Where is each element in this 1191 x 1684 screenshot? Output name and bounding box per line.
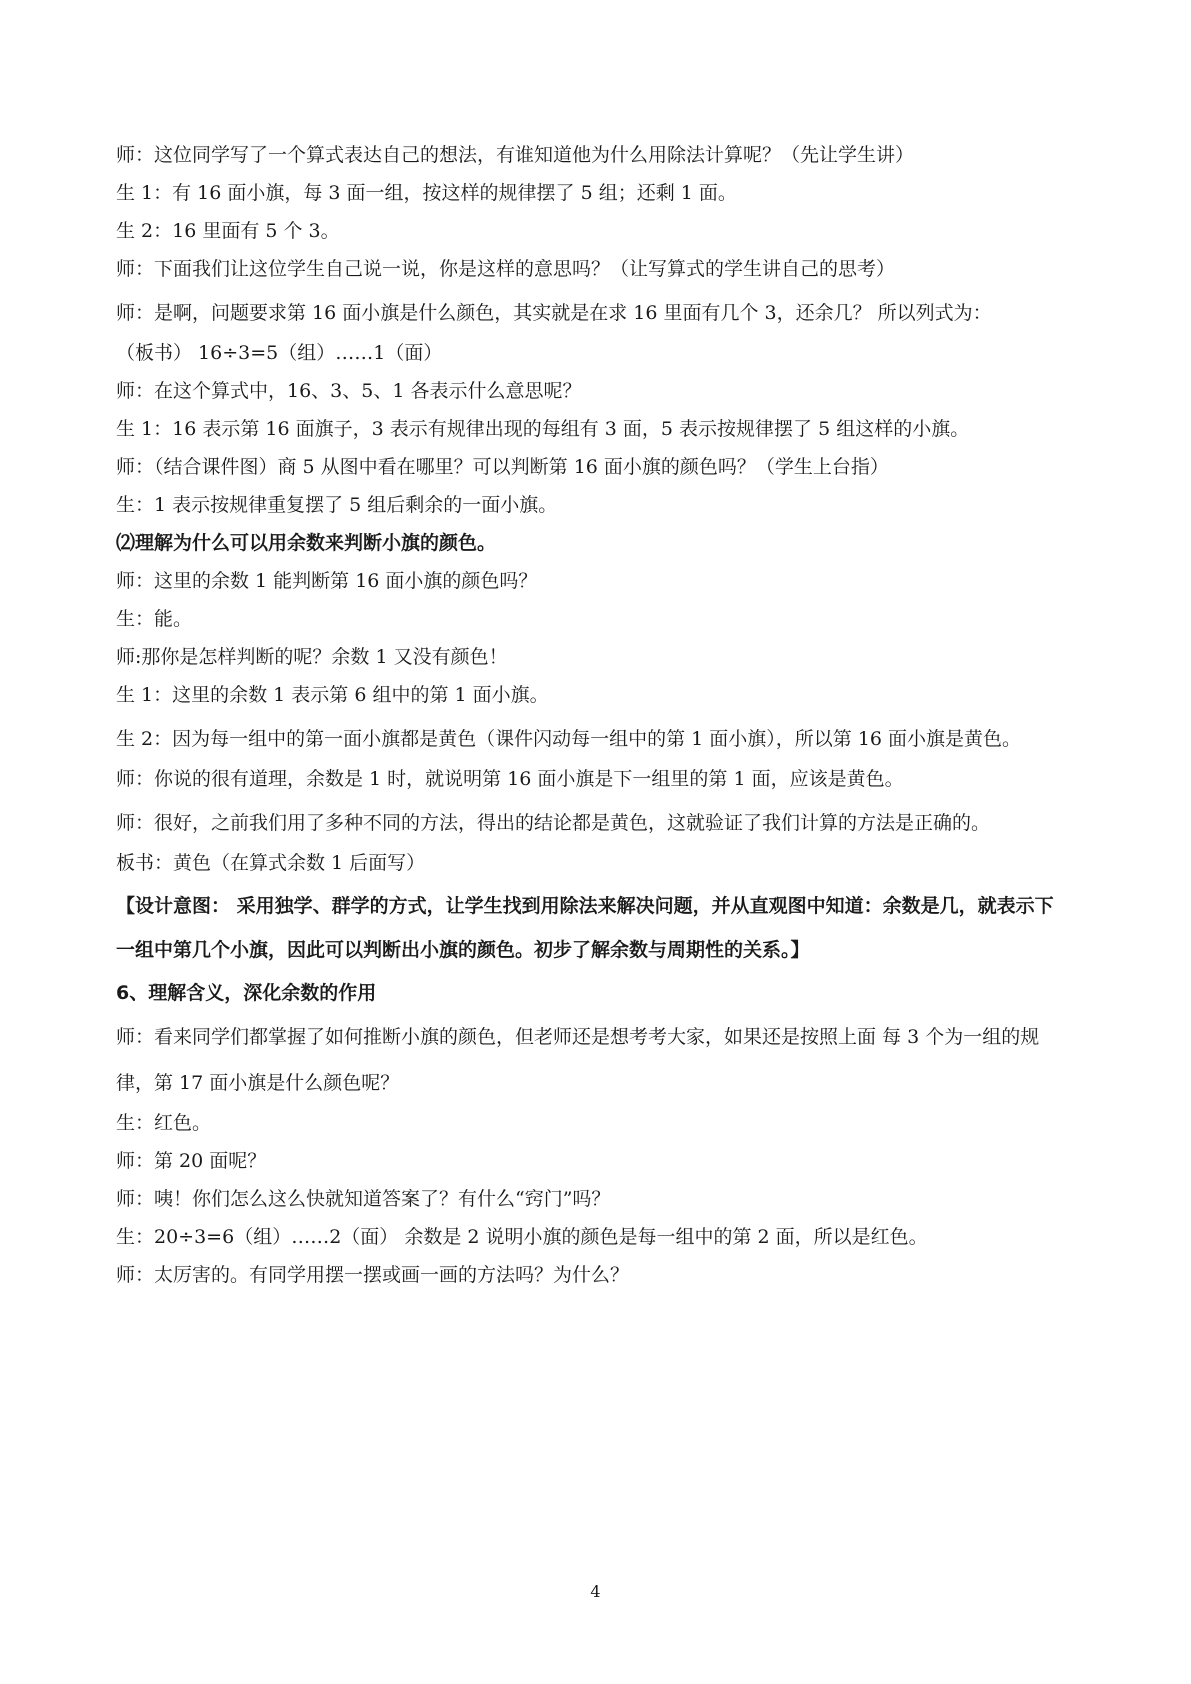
blackboard-note: 板书：黄色（在算式余数 1 后面写） [116, 852, 426, 874]
paragraph: 生：1 表示按规律重复摆了 5 组后剩余的一面小旗。 [116, 494, 558, 516]
section-heading: 6、理解含义，深化余数的作用 [116, 982, 377, 1004]
paragraph: 师：咦！你们怎么这么快就知道答案了？有什么“窍门”吗？ [116, 1188, 611, 1210]
paragraph: 生 1：这里的余数 1 表示第 6 组中的第 1 面小旗。 [116, 684, 549, 706]
paragraph: 生：能。 [116, 608, 193, 630]
design-intent: 【设计意图： 采用独学、群学的方式，让学生找到用除法来解决问题，并从直观图中知道：余数是几，就表示下一组中第几个小旗，因此可以判断出小旗的颜色。初步了解余数与周期性的关系。】 [116, 895, 1054, 961]
paragraph: 生 1：16 表示第 16 面旗子，3 表示有规律出现的每组有 3 面，5 表示按规律摆了 5 组这样的小旗。 [116, 418, 970, 440]
paragraph: 师：（结合课件图）商 5 从图中看在哪里？可以判断第 16 面小旗的颜色吗？（学生上台指） [116, 456, 889, 478]
paragraph: 师：太厉害的。有同学用摆一摆或画一画的方法吗？为什么？ [116, 1264, 630, 1286]
paragraph: 师：在这个算式中，16、3、5、1 各表示什么意思呢？ [116, 380, 582, 402]
paragraph: 生 2：16 里面有 5 个 3。 [116, 220, 340, 242]
paragraph: 师：是啊，问题要求第 16 面小旗是什么颜色，其实就是在求 16 里面有几个 3，还余几？ 所以列式为： [116, 302, 992, 324]
paragraph: 师：下面我们让这位学生自己说一说，你是这样的意思吗？（让写算式的学生讲自己的思考） [116, 258, 896, 280]
page-number: 4 [590, 1582, 601, 1601]
paragraph: 师:那你是怎样判断的呢？余数 1 又没有颜色！ [116, 646, 508, 668]
paragraph: 师：第 20 面呢？ [116, 1150, 267, 1172]
paragraph: 生 1：有 16 面小旗，每 3 面一组，按这样的规律摆了 5 组；还剩 1 面。 [116, 182, 737, 204]
paragraph: 师：很好，之前我们用了多种不同的方法，得出的结论都是黄色，这就验证了我们计算的方法是正确的。 [116, 812, 991, 834]
paragraph: 师：这位同学写了一个算式表达自己的想法，有谁知道他为什么用除法计算呢？（先让学生讲） [116, 144, 915, 166]
paragraph: 师：你说的很有道理，余数是 1 时，就说明第 16 面小旗是下一组里的第 1 面，应该是黄色。 [116, 768, 904, 790]
page-content [116, 138, 1056, 1296]
paragraph: 师：这里的余数 1 能判断第 16 面小旗的颜色吗？ [116, 570, 538, 592]
section-heading: ⑵理解为什么可以用余数来判断小旗的颜色。 [116, 532, 497, 554]
paragraph: 生：20÷3=6（组）……2（面） 余数是 2 说明小旗的颜色是每一组中的第 2 面，所以是红色。 [116, 1226, 928, 1248]
blackboard-formula: （板书） 16÷3=5（组）……1（面） [116, 342, 443, 364]
paragraph: 生：红色。 [116, 1112, 212, 1134]
paragraph: 生 2：因为每一组中的第一面小旗都是黄色（课件闪动每一组中的第 1 面小旗），所以第 16 面小旗是黄色。 [116, 728, 1022, 750]
paragraph: 师：看来同学们都掌握了如何推断小旗的颜色，但老师还是想考考大家，如果还是按照上面 每 3 个为一组的规律，第 17 面小旗是什么颜色呢？ [116, 1026, 1040, 1094]
